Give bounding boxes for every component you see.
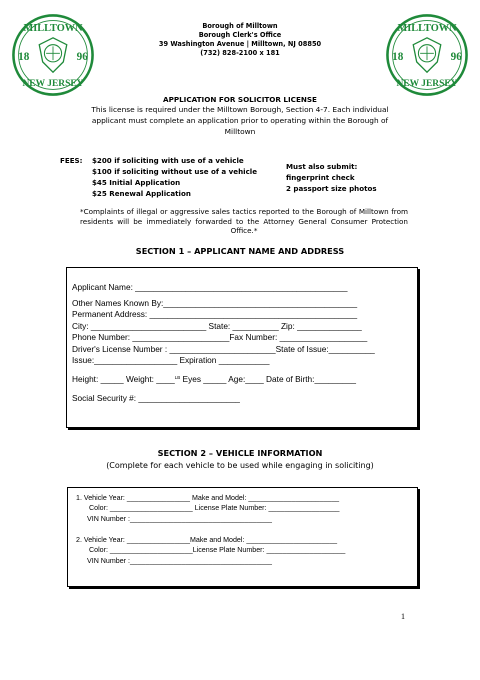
fee-line: $25 Renewal Application	[92, 189, 191, 198]
other-names-field[interactable]: Other Names Known By:__________________________________________	[72, 298, 358, 308]
section-1-title: SECTION 1 – APPLICANT NAME AND ADDRESS	[135, 246, 345, 256]
submit-requirements	[286, 161, 377, 194]
page-number: 1	[401, 612, 405, 621]
issue-expiration-field[interactable]: Issue:__________________ Expiration ___________	[72, 355, 270, 365]
applicant-name-field[interactable]: Applicant Name: ______________________________________________	[72, 282, 348, 292]
fee-line: $200 if soliciting with use of a vehicle	[92, 156, 244, 165]
vehicle-2-vin-field[interactable]: VIN Number :____________________________________	[87, 557, 272, 565]
svg-text:MILLTOWN: MILLTOWN	[23, 22, 83, 34]
svg-text:96: 96	[76, 51, 88, 64]
office-address: 39 Washington Avenue | Milltown, NJ 08850	[158, 40, 322, 48]
vehicle-2-year-make-field[interactable]: 2. Vehicle Year: ________________Make and Model: _______________________	[76, 536, 338, 544]
intro-paragraph: This license is required under the Milltown Borough, Section 4-7. Each individual applicant must complete an application prior to operating within the Borough of Milltown	[91, 105, 389, 136]
vehicle-info-box	[67, 487, 418, 587]
fees-label: FEES:	[60, 156, 83, 165]
submit-line: 2 passport size photos	[286, 184, 377, 193]
fee-line: $100 if soliciting without use of a vehicle	[92, 167, 258, 176]
city-state-zip-field[interactable]: City: _________________________ State: __________ Zip: ______________	[72, 321, 362, 331]
weight-unit: LB	[174, 375, 181, 380]
height-weight-label: Height: _____ Weight: ____	[72, 374, 175, 384]
vehicle-1-color-plate-field[interactable]: Color: _____________________ License Plate Number: __________________	[89, 504, 340, 512]
applicant-info-box	[66, 267, 418, 428]
complaints-notice: *Complaints of illegal or aggressive sales tactics reported to the Borough of Milltown from residents will be immediately forwarded to the Attorney General Consumer Protection Office.*	[80, 207, 408, 235]
svg-text:MILLTOWN: MILLTOWN	[397, 22, 457, 34]
svg-text:NEW JERSEY: NEW JERSEY	[22, 78, 84, 89]
borough-seal-logo-right	[384, 12, 470, 98]
borough-seal-logo	[10, 12, 96, 98]
application-title: APPLICATION FOR SOLICITOR LICENSE	[163, 95, 317, 104]
vehicle-1-year-make-field[interactable]: 1. Vehicle Year: ________________ Make and Model: _______________________	[76, 494, 340, 502]
drivers-license-field[interactable]: Driver's License Number : _______________________State of Issue:__________	[72, 344, 375, 354]
submit-line: fingerprint check	[286, 173, 355, 182]
vehicle-1-vin-field[interactable]: VIN Number :____________________________________	[87, 515, 272, 523]
physical-description-field[interactable]	[72, 374, 356, 384]
section-2-subtitle: (Complete for each vehicle to be used while engaging in soliciting)	[106, 461, 374, 470]
permanent-address-field[interactable]: Permanent Address: _____________________________________________	[72, 309, 358, 319]
letterhead	[120, 22, 360, 58]
borough-name: Borough of Milltown	[202, 22, 278, 30]
eyes-age-dob-label: Eyes _____ Age:____ Date of Birth:_________	[180, 374, 356, 384]
svg-text:18: 18	[18, 51, 30, 64]
office-phone: (732) 828-2100 x 181	[200, 49, 280, 57]
vehicle-2-color-plate-field[interactable]: Color: _____________________License Plate Number: ____________________	[89, 546, 346, 554]
fee-line: $45 Initial Application	[92, 178, 181, 187]
social-security-field[interactable]: Social Security #: ______________________	[72, 393, 240, 403]
phone-fax-field[interactable]: Phone Number: _____________________Fax Number: ___________________	[72, 332, 368, 342]
office-name: Borough Clerk's Office	[198, 31, 282, 39]
svg-text:96: 96	[450, 51, 462, 64]
svg-text:18: 18	[392, 51, 404, 64]
submit-line: Must also submit:	[286, 162, 358, 171]
svg-text:NEW JERSEY: NEW JERSEY	[396, 78, 458, 89]
section-2-title: SECTION 2 – VEHICLE INFORMATION	[157, 448, 323, 458]
